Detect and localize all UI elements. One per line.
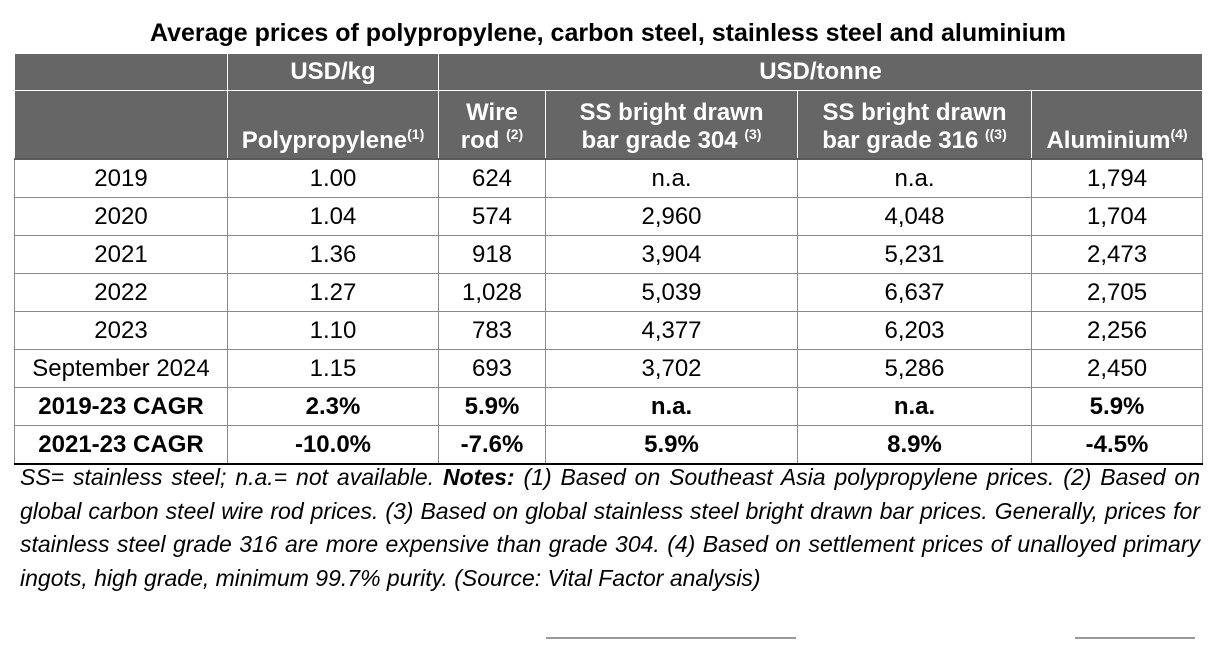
footnote-text: (1) Based on Southeast Asia polypropylene prices. (2) Based on global carbon steel wire rod prices. (3) Based on global stainless steel bright drawn bar prices. Generally, prices for stainless steel grade 316 are more expensive than grade 304. (4) Based on settlement prices of unalloyed primary ingots, high grade, minimum 99.7% purity. (Source: Vital Factor analysis) <box>20 464 1201 591</box>
cell-wire-rod: 5.9% <box>439 388 546 426</box>
cell-ss316: 4,048 <box>798 198 1032 236</box>
row-label: 2021 <box>15 236 228 274</box>
cell-polypropylene: 1.27 <box>228 274 439 312</box>
cell-polypropylene: 1.10 <box>228 312 439 350</box>
cell-polypropylene: 1.00 <box>228 159 439 198</box>
note-ref-2: (2) <box>506 126 524 142</box>
note-ref-3b: ((3) <box>984 126 1007 142</box>
header-ss304 <box>546 91 798 160</box>
row-label: 2021-23 CAGR <box>15 426 228 465</box>
cell-aluminium: 2,705 <box>1032 274 1203 312</box>
cell-wire-rod: -7.6% <box>439 426 546 465</box>
cell-ss304: 4,377 <box>546 312 798 350</box>
cell-ss316: 5,286 <box>798 350 1032 388</box>
cell-ss316: n.a. <box>798 159 1032 198</box>
cell-aluminium: 1,704 <box>1032 198 1203 236</box>
header-ss304-line1: SS bright drawn <box>579 99 764 126</box>
table-title: Average prices of polypropylene, carbon steel, stainless steel and aluminium <box>149 19 1067 47</box>
table-row-cagr <box>15 426 1203 465</box>
cell-ss316: n.a. <box>798 388 1032 426</box>
header-wire-rod-line1: Wire <box>466 99 518 126</box>
table-row <box>15 198 1203 236</box>
cell-wire-rod: 693 <box>439 350 546 388</box>
cell-aluminium: 2,473 <box>1032 236 1203 274</box>
cell-aluminium: 1,794 <box>1032 159 1203 198</box>
cell-ss304: 3,702 <box>546 350 798 388</box>
cell-polypropylene: -10.0% <box>228 426 439 465</box>
cell-aluminium: -4.5% <box>1032 426 1203 465</box>
cell-ss304: n.a. <box>546 159 798 198</box>
table-row <box>15 350 1203 388</box>
cell-wire-rod: 574 <box>439 198 546 236</box>
row-label: 2019 <box>15 159 228 198</box>
cell-ss304: 5,039 <box>546 274 798 312</box>
cell-polypropylene: 1.04 <box>228 198 439 236</box>
cell-aluminium: 2,450 <box>1032 350 1203 388</box>
cell-wire-rod: 624 <box>439 159 546 198</box>
header-group-row <box>15 54 1203 91</box>
footnote <box>20 461 1200 595</box>
cell-wire-rod: 918 <box>439 236 546 274</box>
table-row-cagr <box>15 388 1203 426</box>
table-row <box>15 159 1203 198</box>
row-label: 2020 <box>15 198 228 236</box>
note-ref-1: (1) <box>407 126 425 142</box>
header-aluminium <box>1032 91 1203 160</box>
header-ss304-line2: bar grade 304 <box>581 127 738 154</box>
cell-ss316: 6,637 <box>798 274 1032 312</box>
cell-ss316: 6,203 <box>798 312 1032 350</box>
footnote-notes-label: Notes: <box>443 464 515 490</box>
header-aluminium-label: Aluminium <box>1046 127 1171 154</box>
note-ref-3: (3) <box>744 126 762 142</box>
header-wire-rod-line2: rod <box>460 127 500 154</box>
table-row <box>15 274 1203 312</box>
header-usd-kg: USD/kg <box>228 54 439 91</box>
header-columns-row <box>15 91 1203 160</box>
row-label: 2022 <box>15 274 228 312</box>
cell-wire-rod: 1,028 <box>439 274 546 312</box>
cell-polypropylene: 1.36 <box>228 236 439 274</box>
cell-wire-rod: 783 <box>439 312 546 350</box>
cell-aluminium: 2,256 <box>1032 312 1203 350</box>
cell-ss316: 8.9% <box>798 426 1032 465</box>
cell-ss304: 5.9% <box>546 426 798 465</box>
page-edge-line-right <box>1075 637 1195 645</box>
header-ss316-line2: bar grade 316 <box>822 127 979 154</box>
cell-polypropylene: 1.15 <box>228 350 439 388</box>
header-wire-rod <box>439 91 546 160</box>
header-ss316-line1: SS bright drawn <box>822 99 1007 126</box>
header-polypropylene-label: Polypropylene <box>241 127 408 154</box>
note-ref-4: (4) <box>1170 126 1188 142</box>
header-usd-tonne: USD/tonne <box>439 54 1203 91</box>
cell-aluminium: 5.9% <box>1032 388 1203 426</box>
cell-polypropylene: 2.3% <box>228 388 439 426</box>
cell-ss304: 3,904 <box>546 236 798 274</box>
cell-ss304: n.a. <box>546 388 798 426</box>
header-polypropylene <box>228 91 439 160</box>
row-label: 2019-23 CAGR <box>15 388 228 426</box>
header-year-cell <box>15 91 228 160</box>
table-row <box>15 312 1203 350</box>
table-row <box>15 236 1203 274</box>
header-ss316 <box>798 91 1032 160</box>
cell-ss316: 5,231 <box>798 236 1032 274</box>
page-edge-line-left <box>546 637 796 645</box>
cell-ss304: 2,960 <box>546 198 798 236</box>
footnote-lead: SS= stainless steel; n.a.= not available. <box>20 464 444 490</box>
prices-table <box>14 53 1203 465</box>
row-label: 2023 <box>15 312 228 350</box>
row-label: September 2024 <box>15 350 228 388</box>
header-blank-cell <box>15 54 228 91</box>
